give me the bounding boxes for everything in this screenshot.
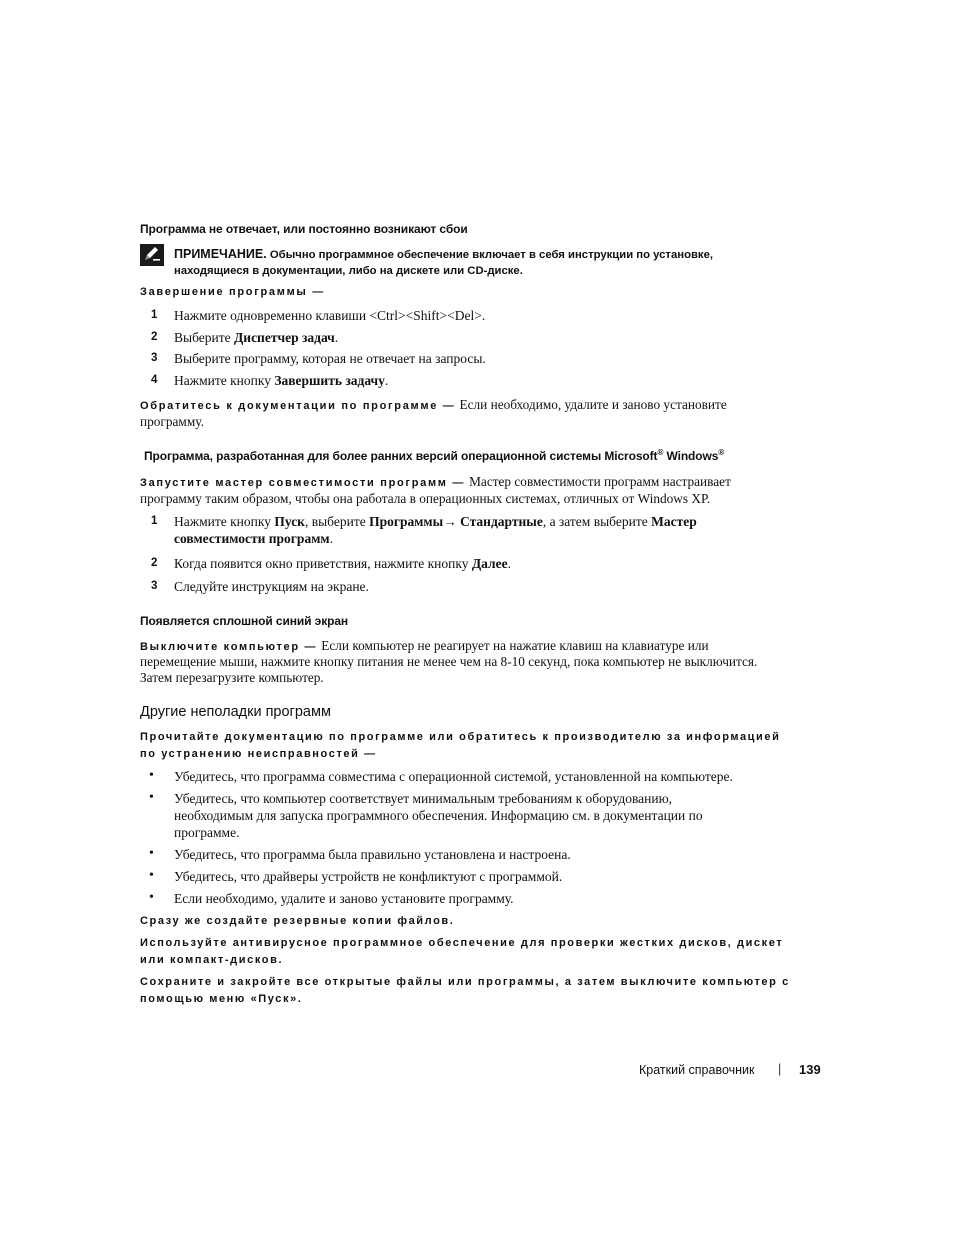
bullet-glyph: • xyxy=(149,790,154,805)
bullet-glyph: • xyxy=(149,846,154,861)
wizard-text: Мастер совместимости программ настраивает xyxy=(469,474,731,489)
step-text-part: Нажмите кнопку xyxy=(174,514,275,529)
antivirus-tip-line-2: или компакт-дисков. xyxy=(140,954,284,966)
programs-term: Программы xyxy=(369,514,444,529)
step-number: 2 xyxy=(151,331,158,343)
pencil-note-icon xyxy=(140,244,164,266)
step-text-part: . xyxy=(334,330,339,345)
wizard-paragraph-line-1 xyxy=(140,473,731,491)
step-text-part: , выберите xyxy=(304,514,370,529)
note-label: ПРИМЕЧАНИЕ. xyxy=(174,247,267,261)
wizard-paragraph-line-2: программу таким образом, чтобы она работала в операционных системах, отличных от Windows XP. xyxy=(140,491,711,506)
step-text-line-1 xyxy=(174,513,697,530)
section-heading-legacy-program xyxy=(144,448,724,463)
section-heading-blue-screen: Появляется сплошной синий экран xyxy=(140,614,349,628)
start-term: Пуск xyxy=(274,514,305,529)
heading-windows: Windows xyxy=(663,449,719,463)
shutdown-tip-line-1: Сохраните и закройте все открытые файлы или программы, а затем выключите компьютер с xyxy=(140,976,790,988)
section-heading-other-problems: Другие неполадки программ xyxy=(140,704,331,720)
bullet-text-line: необходимым для запуска программного обеспечения. Информацию см. в документации по xyxy=(174,808,703,823)
step-number: 1 xyxy=(151,515,158,527)
bullet-glyph: • xyxy=(149,890,154,905)
note-line-2: находящиеся в документации, либо на дискете или CD-диске. xyxy=(174,265,523,277)
step-text: Следуйте инструкциям на экране. xyxy=(174,579,369,594)
step-number: 1 xyxy=(151,309,158,321)
docs-lead: Обратитесь к документации по программе — xyxy=(140,400,456,412)
step-text-part: Когда появится окно приветствия, нажмите кнопку xyxy=(174,556,472,571)
step-text-part: Нажмите кнопку xyxy=(174,373,275,388)
shutdown-lead: Выключите компьютер — xyxy=(140,641,318,653)
shutdown-text: Если компьютер не реагирует на нажатие клавиш на клавиатуре или xyxy=(321,638,709,653)
step-text-line-2 xyxy=(174,530,333,547)
step-text: Нажмите одновременно клавиши <Ctrl><Shift><Del>. xyxy=(174,308,486,323)
step-number: 3 xyxy=(151,352,158,364)
note-line-1 xyxy=(174,246,713,264)
next-term: Далее xyxy=(471,556,508,571)
step-text-part: . xyxy=(507,556,511,571)
wizard-term-part1: Мастер xyxy=(651,514,697,529)
bullet-text-line: программе. xyxy=(174,825,240,840)
bullet-text-line: Убедитесь, что компьютер соответствует минимальным требованиям к оборудованию, xyxy=(174,791,673,806)
bullet-text: Убедитесь, что программа совместима с операционной системой, установленной на компьютере. xyxy=(174,769,733,784)
step-text-part: Выберите xyxy=(174,330,234,345)
shutdown-tip-line-2: помощью меню «Пуск». xyxy=(140,993,303,1005)
heading-text: Программа, разработанная для более ранних версий операционной системы Microsoft xyxy=(144,449,658,463)
step-number: 2 xyxy=(151,557,158,569)
step-text xyxy=(174,329,338,346)
step-text-part: , а затем выберите xyxy=(542,514,652,529)
note-text-1: Обычно программное обеспечение включает в себя инструкции по установке, xyxy=(269,249,713,261)
read-docs-lead-line-1: Прочитайте документацию по программе или обратитесь к производителю за информацией xyxy=(140,731,781,743)
wizard-lead: Запустите мастер совместимости программ — xyxy=(140,477,466,489)
step-number: 4 xyxy=(151,374,158,386)
bullet-text: Если необходимо, удалите и заново установите программу. xyxy=(174,891,514,906)
wizard-term-part2: совместимости программ xyxy=(174,531,330,546)
registered-mark: ® xyxy=(718,448,725,457)
task-manager-term: Диспетчер задач xyxy=(234,330,335,345)
docs-text: Если необходимо, удалите и заново установите xyxy=(459,397,727,412)
bullet-text: Убедитесь, что драйверы устройств не конфликтуют с программой. xyxy=(174,869,563,884)
footer-title: Краткий справочник xyxy=(639,1063,755,1077)
docs-paragraph-line-1 xyxy=(140,396,727,414)
step-text-part: . xyxy=(384,373,389,388)
page-number: 139 xyxy=(799,1062,821,1077)
shutdown-paragraph-line-3: Затем перезагрузите компьютер. xyxy=(140,670,324,685)
arrow-glyph: → xyxy=(443,514,461,529)
registered-mark: ® xyxy=(657,448,664,457)
section-heading-not-responding: Программа не отвечает, или постоянно возникают сбои xyxy=(140,222,468,236)
shutdown-paragraph-line-2: перемещение мыши, нажмите кнопку питания не менее чем на 8-10 секунд, пока компьютер не выключится. xyxy=(140,654,758,669)
read-docs-lead-line-2: по устранению неисправностей — xyxy=(140,748,377,760)
step-number: 3 xyxy=(151,580,158,592)
end-task-term: Завершить задачу xyxy=(274,373,385,388)
accessories-term: Стандартные xyxy=(460,514,543,529)
step-text xyxy=(174,555,511,572)
bullet-glyph: • xyxy=(149,768,154,783)
step-text xyxy=(174,372,388,389)
bullet-text: Убедитесь, что программа была правильно установлена и настроена. xyxy=(174,847,571,862)
footer-separator: | xyxy=(778,1062,782,1076)
docs-paragraph-line-2: программу. xyxy=(140,414,204,429)
bullet-glyph: • xyxy=(149,868,154,883)
step-text: Выберите программу, которая не отвечает на запросы. xyxy=(174,351,486,366)
backup-tip: Сразу же создайте резервные копии файлов. xyxy=(140,915,455,927)
step-text-part: . xyxy=(329,531,333,546)
antivirus-tip-line-1: Используйте антивирусное программное обеспечение для проверки жестких дисков, дискет xyxy=(140,937,784,949)
end-program-lead: Завершение программы — xyxy=(140,286,325,298)
